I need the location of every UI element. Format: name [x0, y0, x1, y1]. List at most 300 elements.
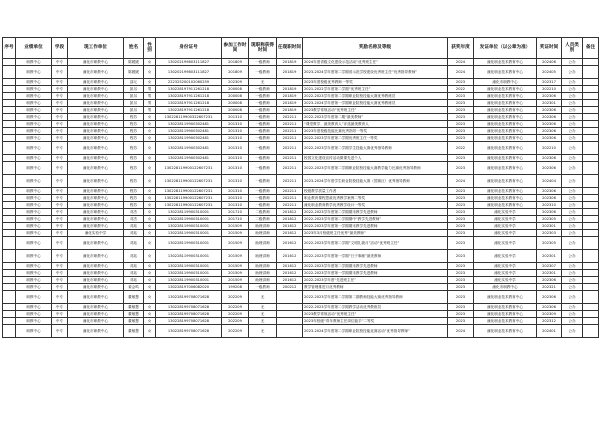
- remarks-cell: [583, 277, 599, 284]
- issuer-cell: 潼化职业技术教育中心: [474, 86, 537, 93]
- start-date-cell: 200008: [222, 93, 249, 100]
- remarks-cell: [583, 230, 599, 237]
- award-cell: 2022-2023学年度第二学期优秀班主任一等奖: [303, 135, 448, 142]
- work-unit-cell: 潼化市职教中心: [68, 66, 124, 79]
- award-cell: 2022-2023学年度第一学期期末教学先进教师: [303, 270, 448, 277]
- seq-cell: [3, 325, 16, 338]
- header-staff-category: 人员类别: [562, 38, 583, 59]
- staff-category-cell: 公办: [562, 216, 583, 223]
- award-cell: 2022-2023学年度第二学期第二期教师技能大赛优秀指导教师: [303, 291, 448, 304]
- name-cell: 程苏: [124, 162, 144, 175]
- unit-cell: 职教中心: [16, 93, 52, 100]
- seq-cell: [3, 250, 16, 263]
- work-unit-cell: 潼化市职教中心: [68, 100, 124, 107]
- award-year-cell: 2023: [448, 93, 474, 100]
- certificate-date-cell: 202301: [537, 223, 562, 230]
- issuer-cell: 潼化实验中学: [474, 230, 537, 237]
- title-cell: 一级教师: [249, 155, 277, 162]
- work-unit-cell: 潼化实验中学: [68, 230, 124, 237]
- award-year-cell: 2023: [448, 304, 474, 311]
- start-date-cell: 201310: [222, 162, 249, 175]
- staff-category-cell: 公办: [562, 107, 583, 114]
- table-row: [3, 325, 599, 338]
- stage-cell: 中专: [52, 114, 68, 121]
- staff-category-cell: 公办: [562, 59, 583, 66]
- name-cell: 邓珏: [124, 270, 144, 277]
- issuer-cell: 潼化职业技术教育中心: [474, 162, 537, 175]
- header-work-unit: 现工作单位: [68, 38, 124, 59]
- sex-cell: 女: [144, 162, 156, 175]
- header-start-date: 参加工作时间: [222, 38, 249, 59]
- award-cell: 2022-2023学年度第二学期期末教学先进教师: [303, 263, 448, 270]
- work-unit-cell: 潼化市职教中心: [68, 311, 124, 318]
- id-number-cell: 130228119900310001: [156, 223, 222, 230]
- sex-cell: 女: [144, 223, 156, 230]
- name-cell: 程苏: [124, 142, 144, 155]
- award-year-cell: 2023: [448, 284, 474, 291]
- header-certificate-date: 奖证时间: [537, 38, 562, 59]
- seq-cell: [3, 135, 16, 142]
- certificate-date-cell: 202306: [537, 291, 562, 304]
- award-cell: 校级教学质量工作者: [303, 188, 448, 195]
- staff-category-cell: 公办: [562, 195, 583, 202]
- table-row: [3, 86, 599, 93]
- table-row: [3, 59, 599, 66]
- table-row: [3, 270, 599, 277]
- staff-category-cell: 公办: [562, 175, 583, 188]
- remarks-cell: [583, 209, 599, 216]
- seq-cell: [3, 230, 16, 237]
- certificate-date-cell: 202306: [537, 135, 562, 142]
- title-cell: 二级教师: [249, 209, 277, 216]
- certificate-date-cell: 202306: [537, 93, 562, 100]
- remarks-cell: [583, 59, 599, 66]
- table-row: [3, 121, 599, 128]
- award-year-cell: 2023: [448, 311, 474, 318]
- id-number-cell: 130228119900122607231: [156, 202, 222, 209]
- certificate-date-cell: 202306: [537, 155, 562, 162]
- award-cell: 2023-2024学年度第一学期职业院校技能大赛优秀教练员: [303, 100, 448, 107]
- post-date-cell: 201819: [277, 100, 303, 107]
- table-row: [3, 79, 599, 86]
- table-row: [3, 107, 599, 114]
- work-unit-cell: 潼化市职教中心: [68, 86, 124, 93]
- certificate-date-cell: 202305: [537, 237, 562, 250]
- seq-cell: [3, 216, 16, 223]
- staff-category-cell: 公办: [562, 325, 583, 338]
- sex-cell: 女: [144, 121, 156, 128]
- header-stage: 学段: [52, 38, 68, 59]
- award-cell: 2023教学常规活动“优秀班主任”: [303, 107, 448, 114]
- staff-category-cell: 公办: [562, 270, 583, 277]
- award-year-cell: 2023: [448, 209, 474, 216]
- stage-cell: 中专: [52, 142, 68, 155]
- award-year-cell: 2023: [448, 230, 474, 237]
- name-cell: 凯另: [124, 100, 144, 107]
- sex-cell: 女: [144, 188, 156, 195]
- start-date-cell: 201809: [222, 66, 249, 79]
- stage-cell: 中专: [52, 277, 68, 284]
- post-date-cell: [277, 311, 303, 318]
- title-cell: 助理讲师: [249, 250, 277, 263]
- remarks-cell: [583, 270, 599, 277]
- start-date-cell: 202209: [222, 325, 249, 338]
- id-number-cell: 222325200102060259: [156, 79, 222, 86]
- issuer-cell: 潼化实验中学: [474, 216, 537, 223]
- stage-cell: 中专: [52, 121, 68, 128]
- certificate-date-cell: 202306: [537, 107, 562, 114]
- seq-cell: [3, 291, 16, 304]
- start-date-cell: 202309: [222, 79, 249, 86]
- unit-cell: 职教中心: [16, 121, 52, 128]
- work-unit-cell: 潼化市职教中心: [68, 195, 124, 202]
- stage-cell: 中专: [52, 79, 68, 86]
- id-number-cell: 130228119900322607231: [156, 114, 222, 121]
- post-date-cell: 202211: [277, 128, 303, 135]
- id-number-cell: 130228199708071628: [156, 304, 222, 311]
- seq-cell: [3, 237, 16, 250]
- table-row: [3, 230, 599, 237]
- title-cell: 一级教师: [249, 66, 277, 79]
- id-number-cell: 130228119900122607231: [156, 162, 222, 175]
- sex-cell: 女: [144, 66, 156, 79]
- title-cell: 无: [249, 311, 277, 318]
- name-cell: 程苏: [124, 114, 144, 121]
- name-cell: 程苏: [124, 202, 144, 209]
- name-cell: 邓珏: [124, 277, 144, 284]
- header-name: 姓名: [124, 38, 144, 59]
- post-date-cell: [277, 304, 303, 311]
- issuer-cell: 潼化市职教中心: [474, 79, 537, 86]
- sex-cell: 女: [144, 263, 156, 270]
- work-unit-cell: 潼化市职教中心: [68, 121, 124, 128]
- unit-cell: 职教中心: [16, 114, 52, 121]
- id-number-cell: 130228197911261218: [156, 93, 222, 100]
- unit-cell: 职教中心: [16, 202, 52, 209]
- sex-cell: 女: [144, 216, 156, 223]
- sex-cell: 女: [144, 202, 156, 209]
- post-date-cell: [277, 318, 303, 325]
- stage-cell: 中专: [52, 291, 68, 304]
- name-cell: 程苏: [124, 135, 144, 142]
- award-year-cell: 2023: [448, 107, 474, 114]
- id-number-cell: 130228119900122607231: [156, 175, 222, 188]
- issuer-cell: 潼化职业技术教育中心: [474, 100, 537, 107]
- award-cell: 2023-2024学年度学生职业院校技能大赛（国赛区）优秀指导教师: [303, 175, 448, 188]
- stage-cell: 中专: [52, 107, 68, 114]
- issuer-cell: 潼化实验中学: [474, 270, 537, 277]
- remarks-cell: [583, 250, 599, 263]
- name-cell: 程苏: [124, 195, 144, 202]
- unit-cell: 职教中心: [16, 162, 52, 175]
- staff-category-cell: 公办: [562, 263, 583, 270]
- remarks-cell: [583, 135, 599, 142]
- staff-category-cell: 公办: [562, 155, 583, 162]
- work-unit-cell: 潼化市职教中心: [68, 93, 124, 100]
- award-cell: 2022-2023学年度第二期“最美教师”: [303, 114, 448, 121]
- title-cell: 无: [249, 79, 277, 86]
- work-unit-cell: 潼化市职教中心: [68, 291, 124, 304]
- certificate-date-cell: 202210: [537, 86, 562, 93]
- award-year-cell: 2022: [448, 142, 474, 155]
- certificate-date-cell: 202401: [537, 325, 562, 338]
- unit-cell: 职教中心: [16, 107, 52, 114]
- post-date-cell: 201612: [277, 277, 303, 284]
- post-date-cell: 202211: [277, 195, 303, 202]
- title-cell: 一级教师: [249, 59, 277, 66]
- start-date-cell: 201710: [222, 209, 249, 216]
- title-cell: 一级教师: [249, 135, 277, 142]
- name-cell: 邓珏: [124, 237, 144, 250]
- award-year-cell: 2023: [448, 263, 474, 270]
- id-number-cell: 130228119900310001: [156, 250, 222, 263]
- sex-cell: 女: [144, 135, 156, 142]
- table-row: [3, 188, 599, 195]
- award-cell: 2023-2024学年度第二学期职业院校技能竞赛活动“优秀指导教师”: [303, 325, 448, 338]
- issuer-cell: 潼化实验中学: [474, 209, 537, 216]
- sex-cell: 女: [144, 175, 156, 188]
- seq-cell: [3, 93, 16, 100]
- name-cell: 凯另: [124, 93, 144, 100]
- remarks-cell: [583, 66, 599, 79]
- staff-category-cell: 公办: [562, 230, 583, 237]
- award-year-cell: 2024: [448, 325, 474, 338]
- seq-cell: [3, 209, 16, 216]
- id-number-cell: 130228119900310001: [156, 263, 222, 270]
- award-year-cell: 2024: [448, 66, 474, 79]
- award-cell: 2022-2023学年度第二学期学生技能大赛优秀指导教师: [303, 142, 448, 155]
- post-date-cell: 202211: [277, 155, 303, 162]
- name-cell: 邓杰: [124, 209, 144, 216]
- seq-cell: [3, 121, 16, 128]
- award-year-cell: 2023: [448, 223, 474, 230]
- award-year-cell: 2023: [448, 162, 474, 175]
- unit-cell: 职教中心: [16, 223, 52, 230]
- name-cell: 程苏: [124, 155, 144, 162]
- sex-cell: 女: [144, 230, 156, 237]
- post-date-cell: [277, 79, 303, 86]
- seq-cell: [3, 59, 16, 66]
- award-year-cell: 2023: [448, 216, 474, 223]
- award-cell: “课堂教学、最美教育人”评选最美教育人: [303, 121, 448, 128]
- awards-table-sheet: [2, 37, 599, 338]
- staff-category-cell: 公办: [562, 93, 583, 100]
- award-year-cell: 2023: [448, 128, 474, 135]
- work-unit-cell: 潼化市职教中心: [68, 216, 124, 223]
- certificate-date-cell: 202406: [537, 59, 562, 66]
- issuer-cell: 潼化职业技术教育中心: [474, 318, 537, 325]
- table-row: [3, 195, 599, 202]
- staff-category-cell: 公办: [562, 162, 583, 175]
- certificate-date-cell: 202310: [537, 202, 562, 209]
- seq-cell: [3, 107, 16, 114]
- stage-cell: 中专: [52, 66, 68, 79]
- remarks-cell: [583, 155, 599, 162]
- header-row: [3, 38, 599, 59]
- seq-cell: [3, 66, 16, 79]
- remarks-cell: [583, 311, 599, 318]
- unit-cell: 职教中心: [16, 270, 52, 277]
- unit-cell: 职教中心: [16, 284, 52, 291]
- certificate-date-cell: 202305: [537, 216, 562, 223]
- award-cell: 2022-2023学年度第二学期期末教学先进教师: [303, 209, 448, 216]
- remarks-cell: [583, 263, 599, 270]
- unit-cell: 职教中心: [16, 175, 52, 188]
- table-row: [3, 114, 599, 121]
- header-seq: 序号: [3, 38, 16, 59]
- name-cell: 邓珏: [124, 263, 144, 270]
- sex-cell: 女: [144, 128, 156, 135]
- sex-cell: 女: [144, 142, 156, 155]
- start-date-cell: 199208: [222, 284, 249, 291]
- staff-category-cell: 公办: [562, 277, 583, 284]
- header-award-year: 获奖年度: [448, 38, 474, 59]
- award-cell: 2023-2024学年度第二学期省示范学校建设优秀班主任“优秀指导教师”: [303, 66, 448, 79]
- table-row: [3, 291, 599, 304]
- seq-cell: [3, 128, 16, 135]
- issuer-cell: 潼化职业技术教育中心: [474, 155, 537, 162]
- post-date-cell: 201612: [277, 270, 303, 277]
- start-date-cell: 201310: [222, 114, 249, 121]
- issuer-cell: 潼化职业技术教育中心: [474, 142, 537, 155]
- award-year-cell: 2023: [448, 79, 474, 86]
- title-cell: 一级教师: [249, 284, 277, 291]
- work-unit-cell: 潼化市职教中心: [68, 155, 124, 162]
- sex-cell: 男: [144, 86, 156, 93]
- stage-cell: 中专: [52, 135, 68, 142]
- name-cell: 陈媛媛: [124, 59, 144, 66]
- table-row: [3, 304, 599, 311]
- post-date-cell: 201819: [277, 107, 303, 114]
- sex-cell: 女: [144, 155, 156, 162]
- staff-category-cell: 公办: [562, 135, 583, 142]
- seq-cell: [3, 277, 16, 284]
- staff-category-cell: 公办: [562, 100, 583, 107]
- title-cell: 一级教师: [249, 121, 277, 128]
- award-year-cell: 2023: [448, 270, 474, 277]
- staff-category-cell: 公办: [562, 79, 583, 86]
- remarks-cell: [583, 325, 599, 338]
- staff-category-cell: 公办: [562, 128, 583, 135]
- award-cell: 2023年校级“青年教师主任岗位能手”二等奖: [303, 318, 448, 325]
- post-date-cell: 201612: [277, 230, 303, 237]
- title-cell: 一级教师: [249, 86, 277, 93]
- post-date-cell: 201819: [277, 93, 303, 100]
- title-cell: 助理讲师: [249, 223, 277, 230]
- issuer-cell: 潼化实验中学: [474, 250, 537, 263]
- name-cell: 董敏慧: [124, 291, 144, 304]
- seq-cell: [3, 79, 16, 86]
- certificate-date-cell: 202306: [537, 114, 562, 121]
- staff-category-cell: 公办: [562, 114, 583, 121]
- title-cell: 无: [249, 291, 277, 304]
- work-unit-cell: 潼化市职教中心: [68, 270, 124, 277]
- certificate-date-cell: 202210: [537, 142, 562, 155]
- seq-cell: [3, 155, 16, 162]
- table-row: [3, 318, 599, 325]
- title-cell: 一级教师: [249, 188, 277, 195]
- id-number-cell: 130228197911261218: [156, 107, 222, 114]
- header-remarks: 备注: [583, 38, 599, 59]
- stage-cell: 中专: [52, 93, 68, 100]
- award-year-cell: 2023: [448, 195, 474, 202]
- table-row: [3, 216, 599, 223]
- post-date-cell: 202211: [277, 202, 303, 209]
- title-cell: 助理讲师: [249, 263, 277, 270]
- start-date-cell: 201310: [222, 188, 249, 195]
- start-date-cell: 200008: [222, 86, 249, 93]
- award-cell: 2022-2023学年度第二学期“文明礼貌月”活动“优秀班主任”: [303, 237, 448, 250]
- start-date-cell: 201509: [222, 277, 249, 284]
- post-date-cell: 201819: [277, 86, 303, 93]
- sex-cell: 女: [144, 237, 156, 250]
- start-date-cell: 201509: [222, 250, 249, 263]
- work-unit-cell: 潼化市职教中心: [68, 59, 124, 66]
- certificate-date-cell: 202312: [537, 318, 562, 325]
- id-number-cell: 130228199708071628: [156, 318, 222, 325]
- start-date-cell: 202209: [222, 291, 249, 304]
- award-cell: 2023教学常规活动“优秀班主任”: [303, 311, 448, 318]
- award-year-cell: 2023: [448, 202, 474, 209]
- title-cell: 一级教师: [249, 175, 277, 188]
- award-year-cell: 2023: [448, 121, 474, 128]
- id-number-cell: 130228119900310001: [156, 230, 222, 237]
- certificate-date-cell: 202301: [537, 270, 562, 277]
- certificate-date-cell: 202306: [537, 188, 562, 195]
- remarks-cell: [583, 107, 599, 114]
- issuer-cell: 潼化市职教中心: [474, 284, 537, 291]
- start-date-cell: 201710: [222, 216, 249, 223]
- certificate-date-cell: 202306: [537, 128, 562, 135]
- unit-cell: 职教中心: [16, 135, 52, 142]
- award-cell: 2022-2023学年度第二学期教学活动优秀教练员: [303, 304, 448, 311]
- post-date-cell: 201612: [277, 250, 303, 263]
- award-cell: 2022-2023学年度“先进班主任”: [303, 277, 448, 284]
- stage-cell: 中专: [52, 202, 68, 209]
- title-cell: 助理讲师: [249, 237, 277, 250]
- unit-cell: 职教中心: [16, 325, 52, 338]
- remarks-cell: [583, 318, 599, 325]
- remarks-cell: [583, 93, 599, 100]
- name-cell: 邓珏: [124, 230, 144, 237]
- id-number-cell: 130228119900310001: [156, 277, 222, 284]
- work-unit-cell: 潼化市职教中心: [68, 318, 124, 325]
- unit-cell: 职教中心: [16, 188, 52, 195]
- award-cell: 2022-2023学年度第二学期职业院校技能大赛教学能力比赛优秀指导教师: [303, 162, 448, 175]
- work-unit-cell: 潼化市职教中心: [68, 284, 124, 291]
- staff-category-cell: 公办: [562, 304, 583, 311]
- title-cell: 助理讲师: [249, 230, 277, 237]
- post-date-cell: 201612: [277, 263, 303, 270]
- award-cell: 2023年度校级优秀教师一等奖: [303, 79, 448, 86]
- work-unit-cell: 潼化市职教中心: [68, 107, 124, 114]
- issuer-cell: 潼化实验中学: [474, 223, 537, 230]
- header-title-date: 现职称获得时间: [249, 38, 277, 59]
- certificate-date-cell: 202405: [537, 66, 562, 79]
- issuer-cell: 潼化实验中学: [474, 237, 537, 250]
- unit-cell: 职教中心: [16, 79, 52, 86]
- sex-cell: 女: [144, 277, 156, 284]
- start-date-cell: 201310: [222, 121, 249, 128]
- seq-cell: [3, 284, 16, 291]
- start-date-cell: 201310: [222, 135, 249, 142]
- title-cell: 一级教师: [249, 100, 277, 107]
- post-date-cell: 201812: [277, 216, 303, 223]
- certificate-date-cell: 202306: [537, 209, 562, 216]
- name-cell: 程苏: [124, 121, 144, 128]
- staff-category-cell: 公办: [562, 188, 583, 195]
- unit-cell: 职教中心: [16, 237, 52, 250]
